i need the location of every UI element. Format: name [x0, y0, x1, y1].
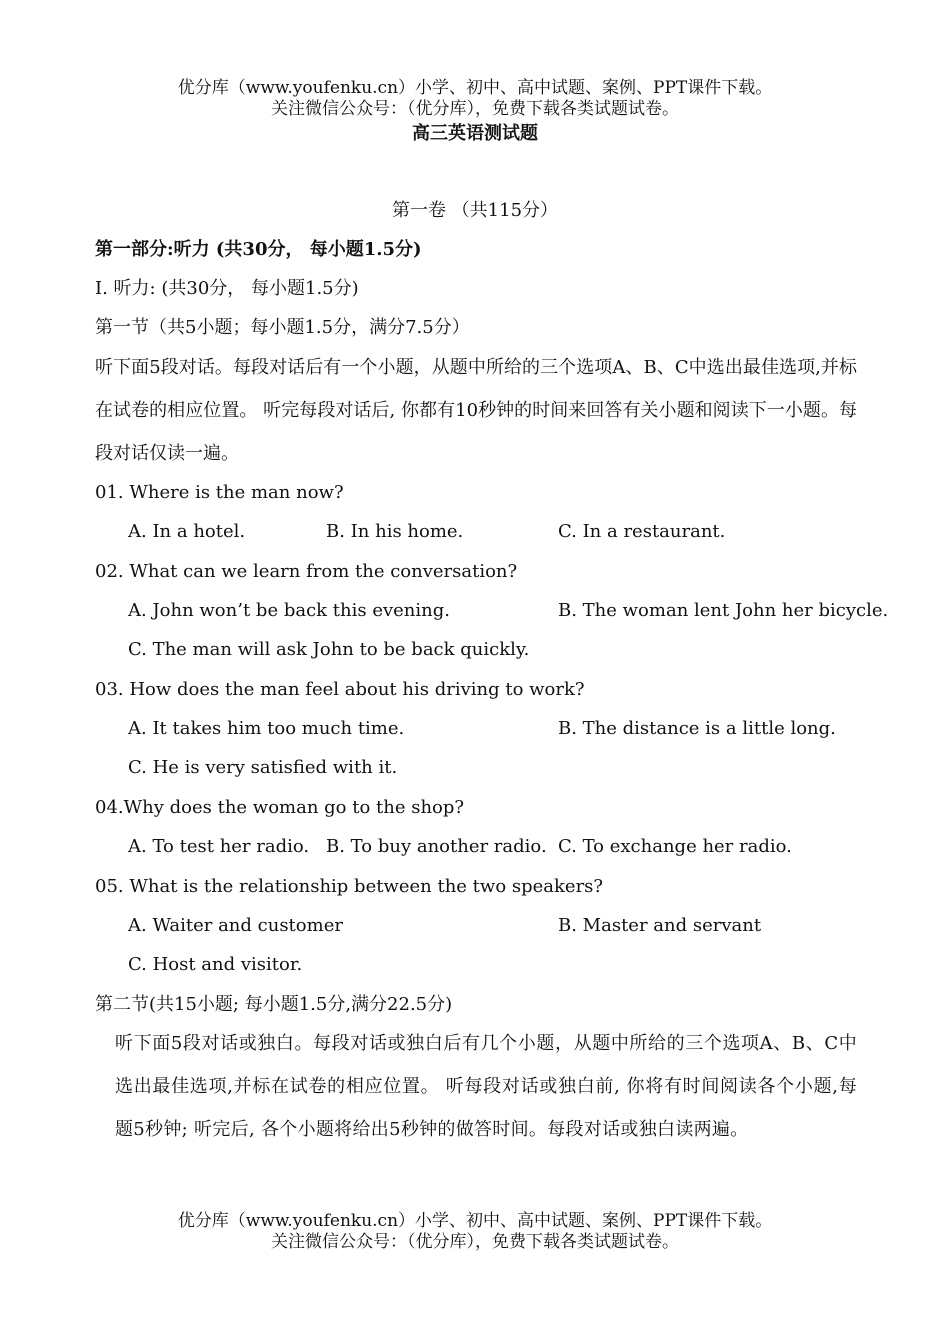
section1-heading: 第一节（共5小题；每小题1.5分，满分7.5分） [95, 317, 470, 338]
question-2-option-c: C. The man will ask John to be back quickly. [128, 639, 530, 660]
question-stem-1: 01. Where is the man now? [95, 482, 344, 503]
question-1-option-b: B. In his home. [326, 521, 464, 542]
header-line-2: 关注微信公众号：（优分库），免费下载各类试题试卷。 [271, 99, 679, 119]
question-1-option-c: C. In a restaurant. [558, 521, 726, 542]
listening-title: I. 听力: (共30分， 每小题1.5分) [95, 278, 359, 299]
question-stem-2: 02. What can we learn from the conversation? [95, 561, 518, 582]
question-stem-4: 04.Why does the woman go to the shop? [95, 797, 465, 818]
question-5-option-b: B. Master and servant [558, 915, 762, 936]
footer-line-2: 关注微信公众号：（优分库），免费下载各类试题试卷。 [271, 1232, 679, 1252]
section1-instructions: 听下面5段对话。每段对话后有一个小题，从题中所给的三个选项A、B、C中选出最佳选项,并标在试卷的相应位置。 听完每段对话后, 你都有10秒钟的时间来回答有关小题和阅读下一小题。每段对话仅读一遍。 [95, 357, 857, 464]
question-5-option-c: C. Host and visitor. [128, 954, 303, 975]
section2-heading: 第二节(共15小题; 每小题1.5分,满分22.5分) [95, 994, 453, 1015]
part1-title: 第一部分:听力 (共30分， 每小题1.5分) [95, 239, 422, 260]
footer-line-1: 优分库（www.youfenku.cn）小学、初中、高中试题、案例、PPT课件下载。 [177, 1211, 773, 1231]
question-3-option-a: A. It takes him too much time. [128, 718, 405, 739]
question-4-option-a: A. To test her radio. [128, 836, 310, 857]
section2-instructions: 听下面5段对话或独白。每段对话或独白后有几个小题，从题中所给的三个选项A、B、C中选出最佳选项,并标在试卷的相应位置。 听每段对话或独白前, 你将有时间阅读各个小题,每题5秒钟; 听完后, 各个小题将给出5秒钟的做答时间。每段对话或独白读两遍。 [115, 1033, 857, 1140]
question-1-option-a: A. In a hotel. [128, 521, 246, 542]
question-stem-5: 05. What is the relationship between the two speakers? [95, 876, 604, 897]
question-3-option-c: C. He is very satisfied with it. [128, 757, 398, 778]
question-stem-3: 03. How does the man feel about his driving to work? [95, 679, 585, 700]
header-line-1: 优分库（www.youfenku.cn）小学、初中、高中试题、案例、PPT课件下载。 [177, 78, 773, 98]
question-4-option-b: B. To buy another radio. [326, 836, 547, 857]
volume-title: 第一卷 （共115分） [391, 200, 559, 221]
exam-title: 高三英语测试题 [412, 123, 538, 144]
question-4-option-c: C. To exchange her radio. [558, 836, 792, 857]
question-2-option-b: B. The woman lent John her bicycle. [558, 600, 889, 621]
question-3-option-b: B. The distance is a little long. [558, 718, 836, 739]
question-5-option-a: A. Waiter and customer [128, 915, 343, 936]
question-2-option-a: A. John won’t be back this evening. [128, 600, 450, 621]
